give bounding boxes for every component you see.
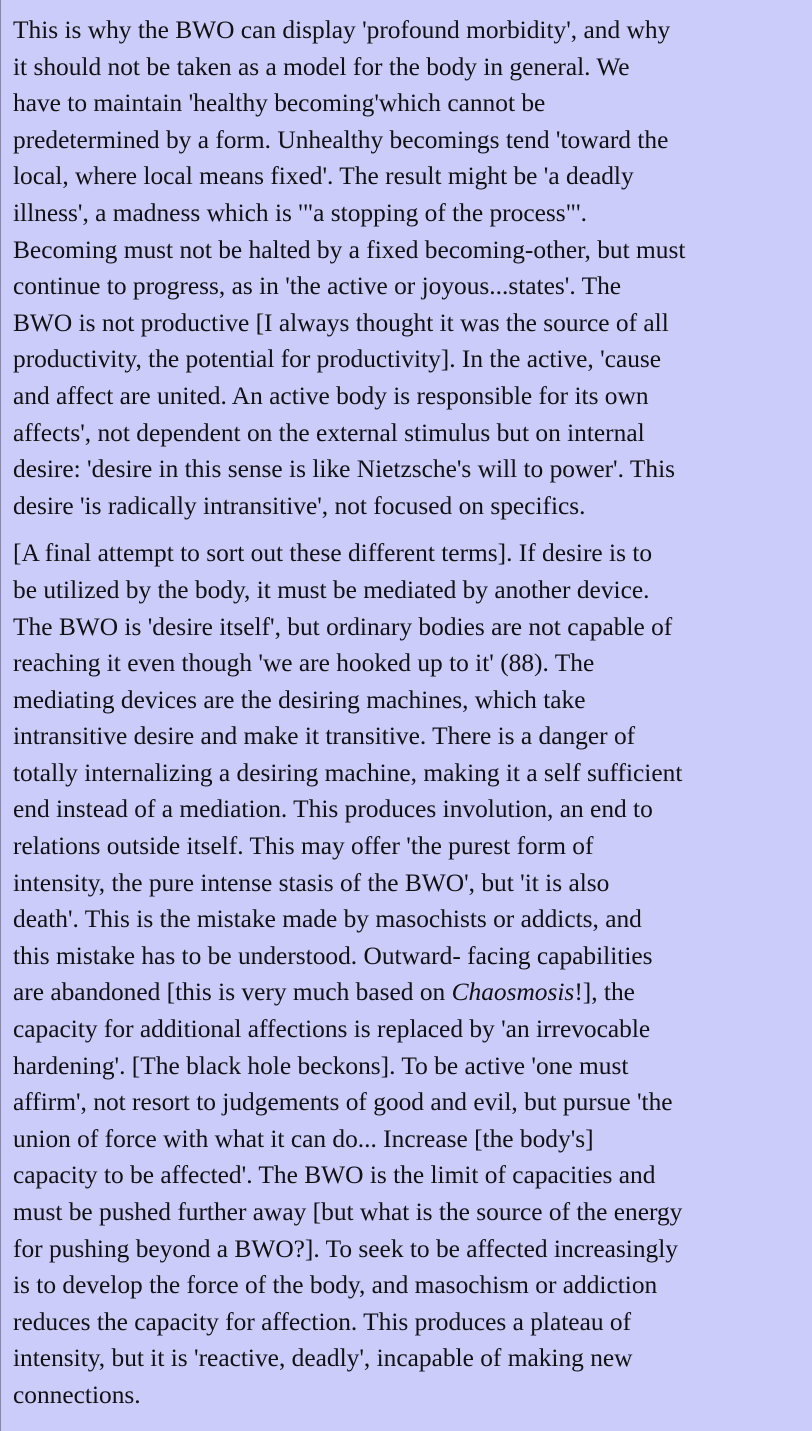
text-line: for pushing beyond a BWO?]. To seek to be affected increasingly [13,1234,678,1263]
text-line: desire 'is radically intransitive', not focused on specifics. [13,491,586,520]
text-line: productivity, the potential for productivity]. In the active, 'cause [13,345,662,374]
text-line: have to maintain 'healthy becoming'which cannot be [13,89,546,118]
text-line: death'. This is the mistake made by masochists or addicts, and [13,905,642,934]
text-line: connections. [13,1380,141,1409]
text-line: continue to progress, as in 'the active or joyous...states'. The [13,272,622,301]
book-title-italic: Chaosmosis [451,978,575,1007]
text-fragment: are abandoned [this is very much based on [13,978,452,1007]
text-line: hardening'. [The black hole beckons]. To be active 'one must [13,1051,629,1080]
paragraph-1 [13,12,802,524]
text-line: The BWO is 'desire itself', but ordinary bodies are not capable of [13,612,673,641]
text-line: must be pushed further away [but what is the source of the energy [13,1198,683,1226]
text-line: it should not be taken as a model for the body in general. We [13,52,630,81]
text-line-with-italic [13,974,802,1011]
text-line: capacity for additional affections is replaced by 'an irrevocable [13,1015,651,1044]
text-line: be utilized by the body, it must be mediated by another device. [13,575,650,604]
text-line: desire: 'desire in this sense is like Nietzsche's will to power'. This [13,455,676,484]
text-line: is to develop the force of the body, and masochism or addiction [13,1271,658,1300]
text-line: this mistake has to be understood. Outward- facing capabilities [13,941,653,970]
text-line: end instead of a mediation. This produces involution, an end to [13,795,653,824]
text-line: This is why the BWO can display 'profound morbidity', and why [13,16,671,44]
text-line: BWO is not productive [I always thought it was the source of all [13,308,669,337]
text-line: intensity, the pure intense stasis of the BWO', but 'it is also [13,868,610,897]
text-line: reaching it even though 'we are hooked up to it' (88). The [13,649,595,678]
text-fragment: !], the [574,978,635,1007]
text-line: intensity, but it is 'reactive, deadly', incapable of making new [13,1344,633,1373]
text-line: [A final attempt to sort out these different terms]. If desire is to [13,539,653,568]
text-line: mediating devices are the desiring machines, which take [13,685,586,714]
text-line: local, where local means fixed'. The result might be 'a deadly [13,162,634,191]
text-line: reduces the capacity for affection. This produces a plateau of [13,1307,632,1336]
text-line: relations outside itself. This may offer 'the purest form of [13,832,594,861]
text-line: union of force with what it can do... Increase [the body's] [13,1124,594,1153]
text-line: and affect are united. An active body is responsible for its own [13,381,649,410]
text-line: affirm', not resort to judgements of good and evil, but pursue 'the [13,1088,673,1117]
text-line: illness', a madness which is '"a stopping of the process"'. [13,198,587,227]
text-line: Becoming must not be halted by a fixed becoming-other, but must [13,235,686,264]
text-line: totally internalizing a desiring machine, making it a self sufficient [13,758,683,787]
text-line: predetermined by a form. Unhealthy becomings tend 'toward the [13,125,669,154]
text-line: affects', not dependent on the external stimulus but on internal [13,418,645,447]
text-line: intransitive desire and make it transitive. There is a danger of [13,722,636,751]
paragraph-2 [13,535,802,1413]
text-line: capacity to be affected'. The BWO is the limit of capacities and [13,1161,656,1190]
